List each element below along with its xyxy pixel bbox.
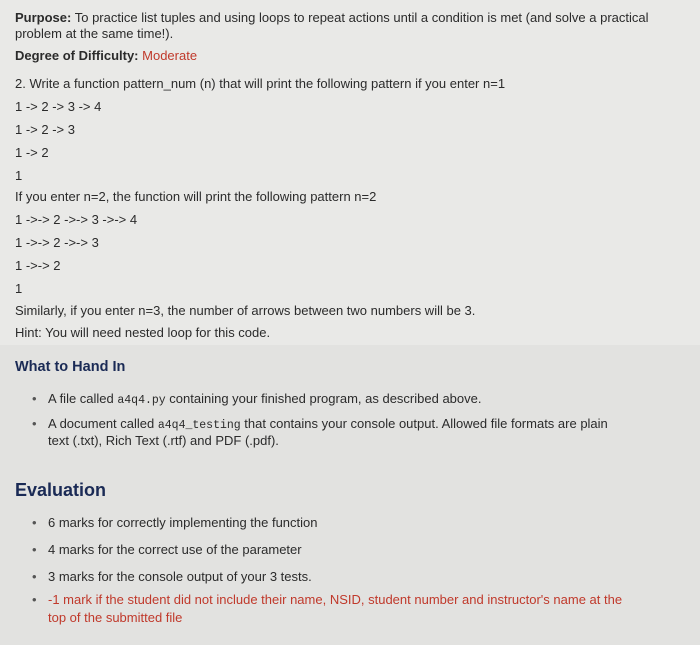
pattern1-line: 1 -> 2 -> 3: [15, 122, 75, 137]
evaluation-item: 3 marks for the console output of your 3 tests.: [48, 569, 312, 584]
purpose-text: To practice list tuples and using loops to repeat actions until a condition is met (and solve a practical problem at the same time!).: [15, 10, 649, 41]
handin-item-continuation: text (.txt), Rich Text (.rtf) and PDF (.pdf).: [48, 433, 279, 448]
bullet-icon: •: [32, 391, 37, 406]
pattern2-line: 1 ->-> 2 ->-> 3: [15, 235, 99, 250]
bullet-icon: •: [32, 542, 37, 557]
difficulty-label: Degree of Difficulty:: [15, 48, 139, 63]
handin-heading: What to Hand In: [15, 359, 126, 375]
difficulty-value: Moderate: [142, 48, 198, 63]
bullet-icon: •: [32, 592, 37, 607]
evaluation-item: 6 marks for correctly implementing the function: [48, 515, 318, 530]
pattern2-line: 1 ->-> 2 ->-> 3 ->-> 4: [15, 212, 138, 227]
pattern1-line: 1: [15, 168, 23, 183]
bullet-icon: •: [32, 569, 37, 584]
evaluation-item-penalty-continuation: top of the submitted file: [48, 610, 183, 625]
hint-text: Hint: You will need nested loop for this code.: [15, 325, 271, 340]
similarly-text: Similarly, if you enter n=3, the number of arrows between two numbers will be 3.: [15, 303, 476, 318]
purpose-paragraph: [15, 10, 685, 42]
handin-item: A document called a4q4_testing that contains your console output. Allowed file formats are plain: [48, 416, 608, 432]
difficulty-line: [15, 48, 197, 64]
pattern1-line: 1 -> 2 -> 3 -> 4: [15, 99, 102, 114]
evaluation-heading: Evaluation: [15, 480, 107, 500]
evaluation-item-penalty: -1 mark if the student did not include their name, NSID, student number and instructor's name at the: [48, 592, 623, 607]
pattern1-line: 1 -> 2: [15, 145, 49, 160]
pattern2-line: 1: [15, 281, 23, 296]
evaluation-item: 4 marks for the correct use of the parameter: [48, 542, 302, 557]
second-case-text: If you enter n=2, the function will print the following pattern n=2: [15, 189, 377, 204]
bullet-icon: •: [32, 416, 37, 431]
bullet-icon: •: [32, 515, 37, 530]
handin-item: A file called a4q4.py containing your finished program, as described above.: [48, 391, 482, 407]
question-text: 2. Write a function pattern_num (n) that will print the following pattern if you enter n=1: [15, 76, 506, 91]
purpose-label: Purpose:: [15, 10, 72, 25]
pattern2-line: 1 ->-> 2: [15, 258, 61, 273]
